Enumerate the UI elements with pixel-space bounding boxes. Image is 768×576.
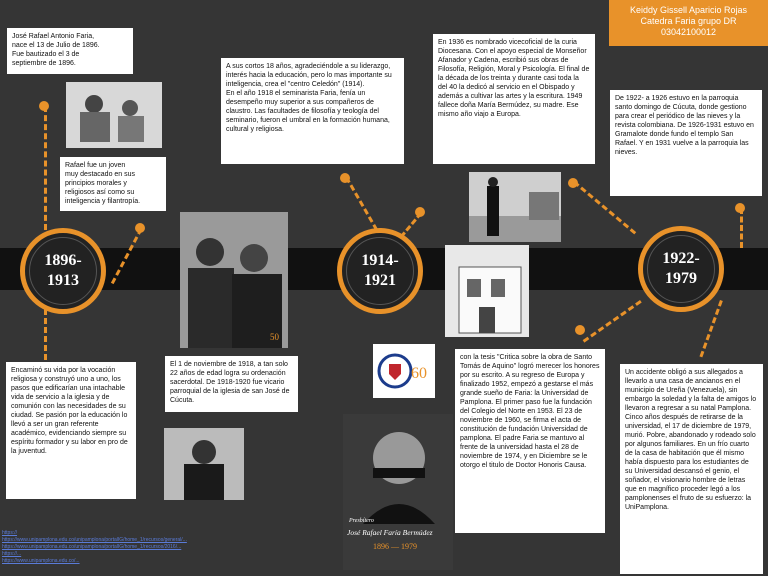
credit-code: 03042100012: [660, 27, 717, 37]
connector: [44, 106, 47, 230]
photo-family: [66, 82, 162, 148]
credit-name: Keiddy Gissell Aparicio Rojas: [629, 5, 748, 15]
photo-building: [445, 245, 529, 337]
birth-note: José Rafael Antonio Faria, nace el 13 de Julio de 1896. Fue bautizado el 3 de septiembre de 1896.: [7, 28, 133, 74]
connector: [740, 208, 743, 248]
period-1896-1913: 1896- 1913: [20, 228, 106, 314]
timeline-dot: [575, 325, 585, 335]
leadership-note: A sus cortos 18 años, agradeciéndole a su liderazgo, interés hacia la educación, pero lo mas importante su inteligencia, crea el "centro Celedón" (1914). En el año 1918 el seminarista Faria, fenía un desempeño muy superior a sus compañeros de claustro. Las facultades de filosofía y teología del seminario, fueron el umbral en la formación humana, cultural y religiosa.: [221, 58, 404, 164]
photo-portrait-small: [164, 428, 244, 500]
timeline-dot: [568, 178, 578, 188]
period-1922-1979: 1922- 1979: [638, 226, 724, 312]
credit-course: Catedra Faria grupo DR: [640, 16, 737, 26]
poster-line3: 1896 — 1979: [373, 542, 417, 551]
death-note: Un accidente obligó a sus allegados a llevarlo a una casa de ancianos en el municipio de Ureña (Venezuela), sin embargo la soledad y la falta de amigos lo llevaron a regresar a su natal Pamplona. Cinco años después de retirarse de la universidad, el 17 de diciembre de 1979, murió. Pobre, abandonado y rodeado solo por algunos familiares. En un frío cuarto de la casa de habitación que él mismo había dispuesto para los estudiantes de su Universidad descansó el genio, el soñador, el visionario hombre de letras que en magnífico proceder legó a los pamplonenses el fruto de su esfuerzo: la UniPamplona.: [620, 364, 763, 574]
photo-priests: [180, 212, 288, 348]
commemorative-poster: [343, 414, 453, 570]
connector: [583, 300, 642, 343]
period-1914-1921: 1914- 1921: [337, 228, 423, 314]
photo-street: [469, 172, 561, 242]
ordination-note: El 1 de noviembre de 1918, a tan solo 22 años de edad logra su ordenación sacerdotal. De 1918-1920 fue vicario parroquial de la iglesia de san José de Cúcuta.: [165, 356, 298, 412]
svg-text:60: 60: [411, 365, 427, 382]
timeline-dot: [39, 101, 49, 111]
y1936-note: En 1936 es nombrado vicecoficial de la curia Diocesana. Con el apoyo especial de Monseñor Afanador y Cadena, escribió sus obras de Filosofía, Religión, Moral y Psicología. El final de la década de los treinta y durante casi toda la del 40 la dedicó al servicio en el Obispado y además a cultivar las artes y la escritura. 1949 fallece doña María Bermúdez, su madre. Ese mismo año viajo a Europa.: [433, 34, 595, 164]
timeline-dot: [340, 173, 350, 183]
reference-links[interactable]: https:// https://www.unipamplona.edu.co/unipamplona/portalIG/home_1/recursos/general/... https://www.unipamplona.edu.co/unipamplona/portalIG/home_1/recursos/2016/... https://... https://www.unipamplona.edu.co/...: [2, 530, 187, 564]
vocation-note: Encaminó su vida por la vocación religiosa y construyó uno a uno, los pasos que edificarían una intachable vida de servicio a la iglesia y de comunión con las necesidades de su ciudad. Se pasión por la educación lo llevó a ser un gran referente académico, evidenciando siempre su espíritu formador y su labor en pro de la juventud.: [6, 362, 136, 499]
connector: [699, 300, 722, 357]
thesis-note: con la tesis "Critica sobre la obra de Santo Tomás de Aquino" logró merecer los honores por su escrito. A su regreso de Europa y finalizado 1952, empezó a gestarse el más grande sueño de Faria: la Universidad de Pamplona. El primer paso fue la fundación del Colegio del Norte en 1953. El 23 de noviembre de 1960, se firma el acta de constitución de fundación Universidad de pamplona. El padre Faria se mantuvo al frente de la universidad hasta el 28 de noviembre de 1974, y en Diciembre se le otorgo el titulo de Doctor Honoris Causa.: [455, 349, 605, 533]
svg-text:50: 50: [270, 332, 279, 342]
unipamplona-seal: [373, 344, 435, 398]
y1922-note: De 1922- a 1926 estuvo en la parroquia santo domingo de Cúcuta, donde gestiono para crear el periódico de las nieves y la revista colombiana. De 1926-1931 estuvo en Gramalote donde fundo el templo San Rafael. Y en 1931 vuelve a la parroquia las nieves.: [610, 90, 762, 196]
poster-line2: José Rafael Faría Bermúdez: [347, 528, 433, 537]
timeline-dot: [415, 207, 425, 217]
youth-note: Rafael fue un joven muy destacado en sus principios morales y religiosos así como su inteligencia y filantropía.: [60, 157, 166, 211]
timeline-dot: [735, 203, 745, 213]
credit-box: [609, 0, 768, 46]
poster-line1: Presbítero: [349, 518, 374, 524]
timeline-dot: [135, 223, 145, 233]
